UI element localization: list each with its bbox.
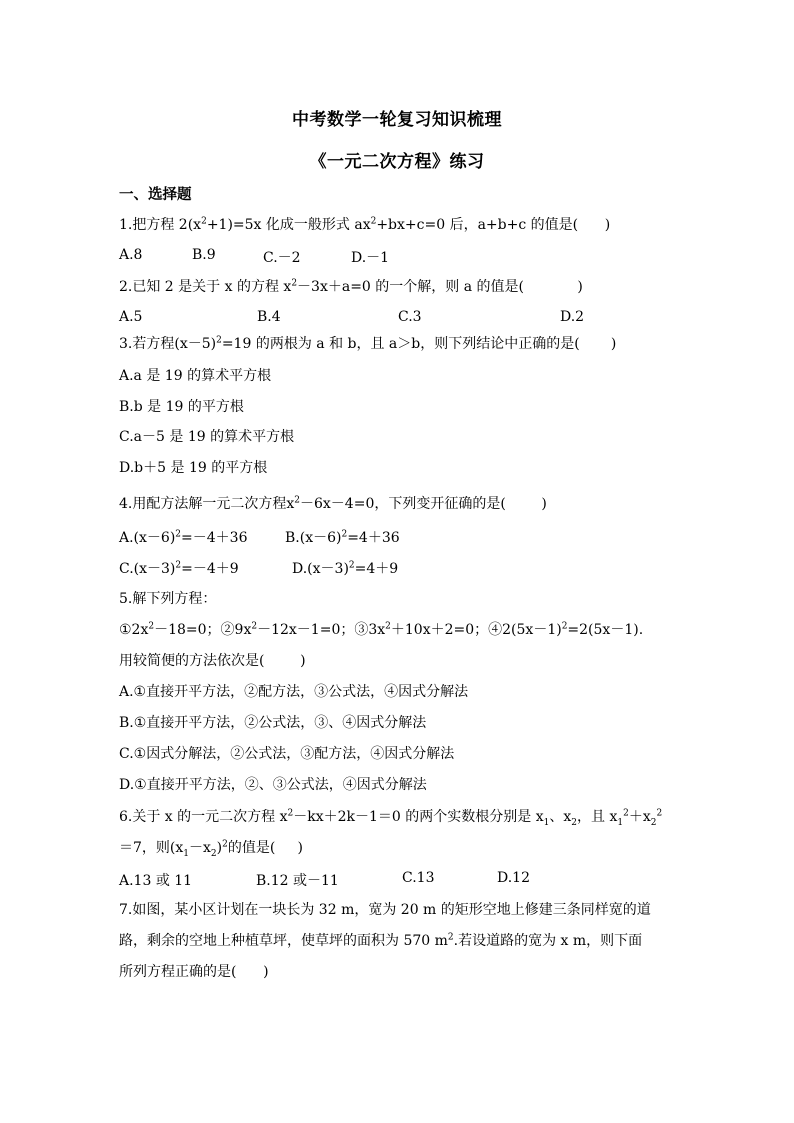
section-heading: 一、选择题 [119,186,192,203]
question-3-stem: 3.若方程$(x-5)^2=19$ 的两根为 a 和 b，且 a＞b，则下列结论中正确的是( ) [119,335,617,352]
q6-option-b: B.12 或－11 [256,873,339,889]
q3-option-b: B.b 是 19 的平方根 [119,399,244,415]
question-7-line-2: 路，剩余的空地上种植草坪，使草坪的面积为 570 $m^2$.若设道路的宽为 x m，则下面 [119,932,643,949]
q4-option-c: $C.(x-3)^2=-4+9$ [119,560,239,577]
q4-option-d: $D.(x-3)^2=4+9$ [292,560,399,577]
q5-prompt: 用较简便的方法依次是( ) [119,653,306,669]
q5-option-b: B.①直接开平方法，②公式法，③、④因式分解法 [119,715,427,731]
question-5-stem: 5.解下列方程： [119,591,217,607]
question-7-line-1: 7.如图，某小区计划在一块长为 32 m，宽为 20 m 的矩形空地上修建三条同样宽的道 [119,902,651,918]
q2-option-a: A.5 [119,309,143,325]
q5-equations: $①2x^2-18=0$；$②9x^2-12x-1=0$；$③3x^2+10x+2=0$；$④2(5x-1)^2=2(5x-1)$. [119,621,644,638]
q5-option-d: D.①直接开平方法，②、③公式法，④因式分解法 [119,777,427,793]
q4-option-a: $A.(x-6)^2=-4+36$ [119,529,248,546]
q5-option-c: C.①因式分解法，②公式法，③配方法，④因式分解法 [119,746,455,762]
question-6-stem: 6.关于 x 的一元二次方程 $x^2-kx+2k-1=0$ 的两个实数根分别是 $x_1$、$x_2$，且 $x_1^2+x_2^2$ [119,808,663,828]
q1-option-c: C.－2 [263,250,301,266]
q1-option-d: D.－1 [351,250,390,266]
question-2-stem: 2.已知 2 是关于 x 的方程 $x^2-3x+a=0$ 的一个解，则 a 的值是( ) [119,278,583,295]
q2-option-d: D.2 [560,309,585,325]
question-7-line-3: 所列方程正确的是( ) [119,964,269,980]
q2-option-c: C.3 [398,309,422,325]
q4-option-b: $B.(x-6)^2=4+36$ [285,529,400,546]
q6-option-d: D.12 [497,870,530,886]
q2-option-b: B.4 [257,309,281,325]
q1-option-a: A.8 [119,247,143,263]
q6-option-c: C.13 [402,870,435,886]
q5-option-a: A.①直接开平方法，②配方法，③公式法，④因式分解法 [119,684,469,700]
q3-option-d: D.b＋5 是 19 的平方根 [119,460,268,476]
question-6-stem-cont: ＝7，则$(x_1-x_2)^2$的值是( ) [119,839,304,859]
page-subtitle: 《一元二次方程》练习 [309,152,485,172]
question-1-stem: 1.把方程 $2(x^2+1)=5x$ 化成一般形式 $ax^2+bx+c=0$ 后，a+b+c 的值是( ) [119,216,611,233]
q3-option-a: A.a 是 19 的算术平方根 [119,368,272,384]
q6-option-a: A.13 或 11 [119,873,193,889]
q3-option-c: C.a－5 是 19 的算术平方根 [119,429,295,445]
question-4-stem: 4.用配方法解一元二次方程$x^2-6x-4=0$，下列变开征确的是( ) [119,495,547,512]
page-title: 中考数学一轮复习知识梳理 [292,110,502,130]
q1-option-b: B.9 [192,247,216,263]
